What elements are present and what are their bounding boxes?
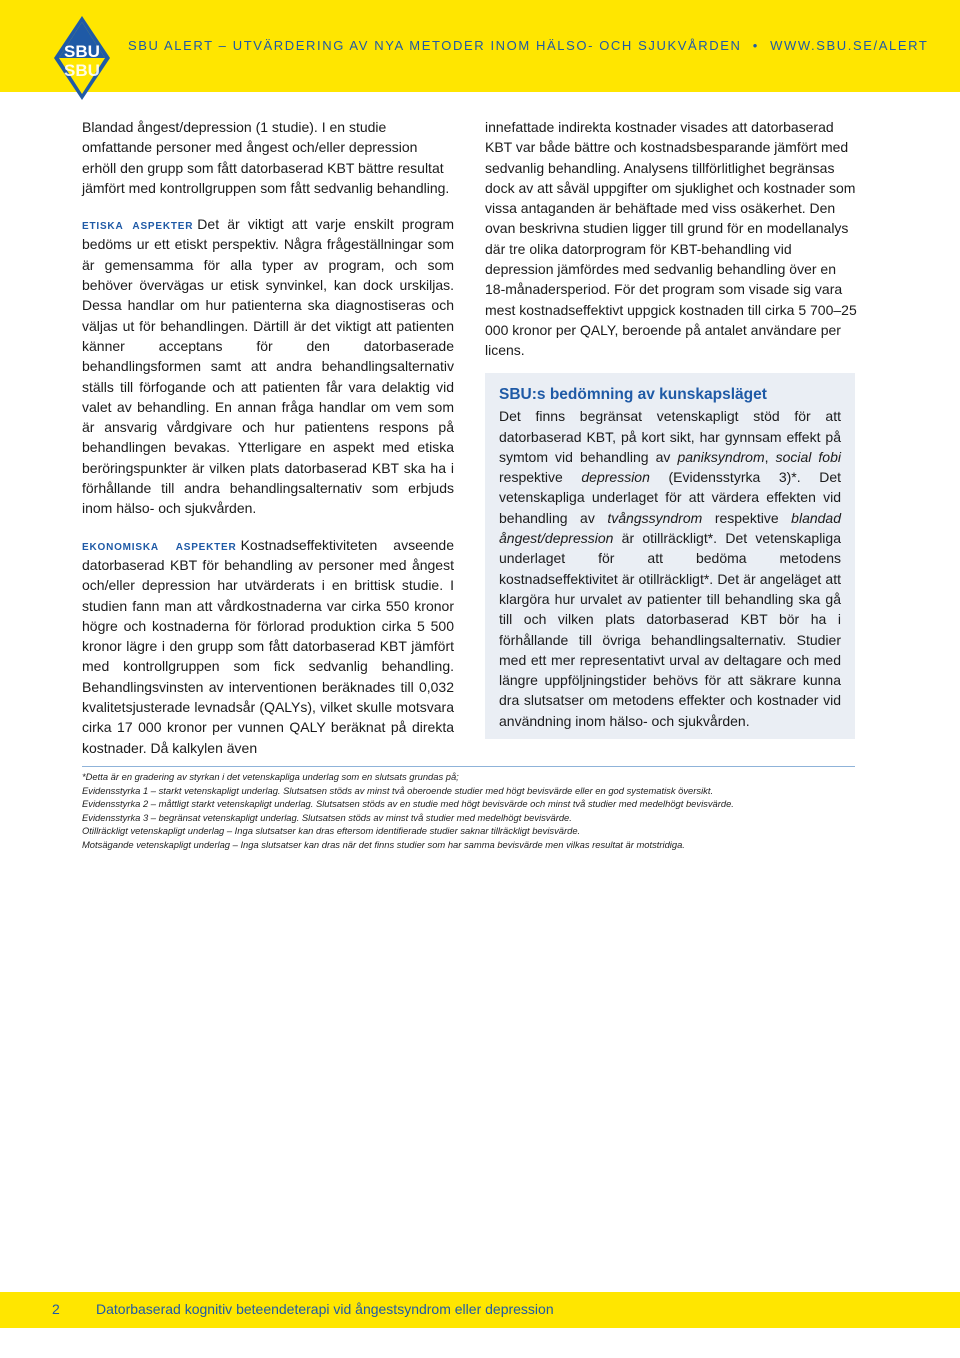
right-column <box>485 117 857 361</box>
footer-bar <box>0 1292 960 1328</box>
heading-ekonomiska: ekonomiska aspekter <box>82 536 237 553</box>
header-bullet: • <box>752 38 759 53</box>
box-italic-term: paniksyndrom <box>677 448 765 465</box>
footnote-line: *Detta är en gradering av styrkan i det vetenskapliga underlag som en slutsats grundas på; <box>82 771 459 782</box>
assessment-box-title: SBU:s bedömning av kunskapsläget <box>499 386 767 403</box>
text-etiska: Det är viktigt att varje enskilt program bedöms ur ett etiskt perspektiv. Några frågeställningar som är gemensamma för alla typer av program, och som behöver övervägas ur etisk synvinkel, kan dock urskiljas. Dessa handlar om hur patienterna ska diagnostiseras och väljas ut för behandlingen. Därtill är det viktigt att patienten känner acceptans för den datorbaserade behandlingsformen samt att andra behandlingsalternativ ställs till förfogande och att patienten får vara delaktig vid valet av behandling. En annan fråga handlar om vem som är ansvarig vårdgivare och hur patientens respons på behandlingen bevakas. Ytterligare en aspekt med etiska beröringspunkter är vilken plats datorbaserad KBT ska ha i förhållande till andra behandlingsalternativ som erbjuds inom hälso- och sjukvården. <box>82 216 454 517</box>
box-italic-term: blandad ångest/depression <box>499 509 841 547</box>
footer-title: Datorbaserad kognitiv beteendeterapi vid ångestsyndrom eller depression <box>96 1301 554 1317</box>
page-number: 2 <box>52 1301 60 1317</box>
footnote-line: Evidensstyrka 1 – starkt vetenskapligt underlag. Slutsatsen stöds av minst två oberoende studier med högt bevisvärde eller en god systematisk översikt. <box>82 784 714 796</box>
paragraph-blandad: Blandad ångest/depression (1 studie). I en studie omfattande personer med ångest och/eller depression erhöll den grupp som fått datorbaserad KBT bättre resultat jämfört med kontrollgruppen som fått sedvanlig behandling. <box>82 119 450 196</box>
box-text-part: är otillräckligt*. Det vetenskapliga underlaget för att bedöma metodens kostnadseffektivitet är otillräckligt*. Det är angeläget att klargöra hur urvalet av patienter till behandling ska gå till och vilken plats datorbaserad KBT bör ha i förhållande till övriga behandlingsalternativ. Studier med ett mer representativt urval av deltagare och med längre uppföljningstider behövs för att säkrare kunna dra slutsatser om metodens effekter och kostnader vid användning inom hälso- och sjukvården. <box>499 530 841 729</box>
box-text-part: respektive <box>702 509 792 526</box>
paragraph-etiska <box>82 214 454 518</box>
header-title: SBU ALERT – UTVÄRDERING AV NYA METODER INOM HÄLSO- OCH SJUKVÅRDEN <box>128 38 742 53</box>
paragraph-kostnader: innefattade indirekta kostnader visades att datorbaserad KBT var både bättre och kostnadsbesparande jämfört med sedvanlig behandling. Analysens tillförlitlighet begränsas dock av att såväl uppgifter om sjuklighet och kostnader som vissa antaganden är behäftade med viss osäkerhet. Den ovan beskrivna studien ligger till grund för en modellanalys där tre olika datorprogram för KBT-behandling vid depression jämfördes med sedvanlig behandling över en 18-månadersperiod. För det program som visade sig vara mest kostnadseffektivt uppgick kostnaden till cirka 5 700–25 000 kronor per QALY, beroende på antalet användare per licens. <box>485 119 857 359</box>
footnote-line: Evidensstyrka 2 – måttligt starkt vetenskapligt underlag. Slutsatsen stöds av en studie med högt bevisvärde och minst två studier med medelhögt bevisvärde. <box>82 798 734 809</box>
svg-text:SBU: SBU <box>64 61 100 80</box>
paragraph-ekonomiska <box>82 535 454 758</box>
assessment-box <box>485 373 855 739</box>
box-italic-term: tvångssyndrom <box>607 509 703 526</box>
assessment-box-text <box>499 406 841 731</box>
box-text-part: , <box>764 448 776 465</box>
box-text-part: (Evidensstyrka 3)*. Det vetenskapliga underlaget för att värdera effekten vid behandling av <box>499 469 841 526</box>
sbu-logo-icon <box>52 14 112 102</box>
footnote-divider <box>82 766 855 767</box>
text-ekonomiska: Kostnadseffektiviteten avseende datorbaserad KBT för behandling av personer med ångest och/eller depression har utvärderats i en brittisk studie. I studien fann man att vårdkostnaderna var cirka 550 kronor högre och kostnaderna för förlorad produktion cirka 5 500 kronor lägre i den grupp som fått datorbaserad KBT jämfört med kontrollgruppen som fick sedvanlig behandling. Behandlingsvinsten av interventionen beräknades till 0,032 kvalitetsjusterade levnadsår (QALYs), vilket skulle motsvara cirka 17 000 kronor per vunnen QALY beräknat på direkta kostnader. Då kalkylen även <box>82 536 455 756</box>
box-text-part: respektive <box>499 469 582 486</box>
footnote-line: Evidensstyrka 3 – begränsat vetenskapligt underlag. Slutsatsen stöds av minst två studier med medelhögt bevisvärde. <box>82 811 572 823</box>
box-italic-term: depression <box>581 469 650 486</box>
header-url-link[interactable]: WWW.SBU.SE/ALERT <box>770 38 929 53</box>
left-column <box>82 117 454 758</box>
box-italic-term: social fobi <box>775 448 841 465</box>
footnote-line: Otillräckligt vetenskapligt underlag – Inga slutsatser kan dras eftersom identifierade studier saknar tillräckligt bevisvärde. <box>82 825 581 836</box>
box-text-part: Det finns begränsat vetenskapligt stöd för att datorbaserad KBT, på kort sikt, har gynnsam effekt på symtom vid behandling av <box>499 408 841 465</box>
svg-text:SBU: SBU <box>64 42 100 61</box>
footnotes <box>82 770 872 851</box>
header-text <box>128 38 928 53</box>
heading-etiska: etiska aspekter <box>82 216 194 233</box>
footnote-line: Motsägande vetenskapligt underlag – Inga slutsatser kan dras när det finns studier som har samma bevisvärde men vilkas resultat är motstridiga. <box>82 838 685 850</box>
